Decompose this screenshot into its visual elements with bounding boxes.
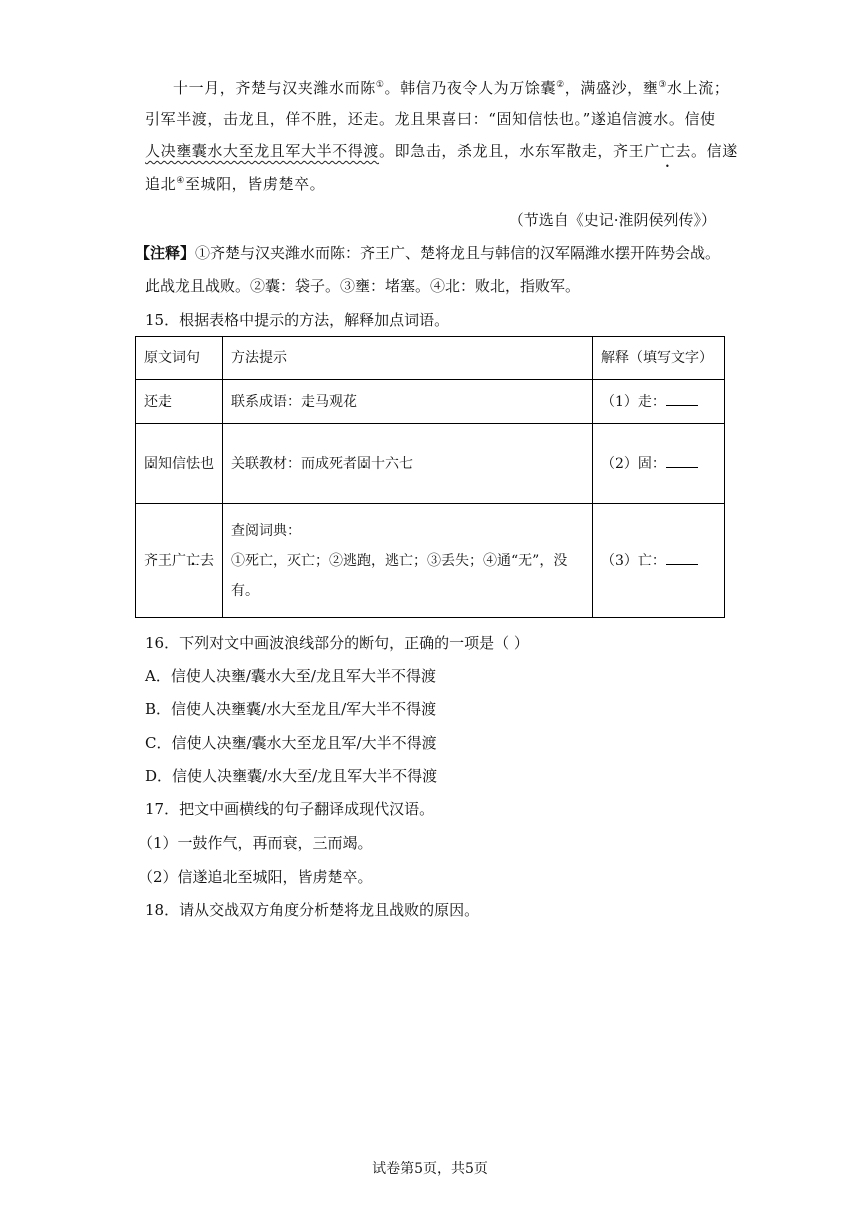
cell-original: 固知信怯也 xyxy=(136,424,223,504)
q17-item-2: （2）信遂追北至城阳，皆虏楚卒。 xyxy=(138,868,373,886)
q17-stem: 17．把文中画横线的句子翻译成现代汉语。 xyxy=(145,800,435,818)
q16-option-b[interactable]: B．信使人决壅囊/水大至龙且/军大半不得渡 xyxy=(145,700,437,718)
table-row xyxy=(136,504,725,618)
passage-line-2: 引军半渡，击龙且，佯不胜，还走。龙且果喜曰：“固知信怯也。”遂追信渡水。信使 xyxy=(145,110,716,128)
note-ref-4: ④ xyxy=(176,176,185,186)
q18-stem: 18．请从交战双方角度分析楚将龙且战败的原因。 xyxy=(145,901,480,919)
cell-method: 联系成语：走马观花 xyxy=(223,380,593,424)
answer-blank[interactable] xyxy=(666,550,698,565)
header-method: 方法提示 xyxy=(223,337,593,380)
cell-method: 查阅词典： ①死亡，灭亡；②逃跑，逃亡；③丢失；④通“无”，没有。 xyxy=(223,504,593,618)
dotted-word: 亡 xyxy=(659,142,676,160)
note-ref-1: ① xyxy=(375,80,385,90)
q16-option-d[interactable]: D．信使人决壅囊/水大至/龙且军大半不得渡 xyxy=(145,767,438,785)
cell-answer: （2）固： xyxy=(593,424,725,504)
page-footer: 试卷第5页，共5页 xyxy=(372,1161,488,1177)
cell-original: 齐王广亡去 xyxy=(136,504,223,618)
q16-option-c[interactable]: C．信使人决壅/囊水大至龙且军/大半不得渡 xyxy=(145,734,437,752)
note-ref-3: ③ xyxy=(658,80,668,90)
notes-line-2: 此战龙且战败。②囊：袋子。③壅：堵塞。④北：败北，指败军。 xyxy=(145,277,581,295)
cell-original: 还走 xyxy=(136,380,223,424)
passage-line-4: 追北④至城阳，皆虏楚卒。 xyxy=(145,175,326,193)
vocab-table xyxy=(135,336,725,618)
passage-source: （节选自《史记·淮阴侯列传》） xyxy=(508,211,716,229)
table-row xyxy=(136,424,725,504)
table-row xyxy=(136,380,725,424)
q15-stem: 15．根据表格中提示的方法，解释加点词语。 xyxy=(145,311,450,329)
q16-option-a[interactable]: A．信使人决壅/囊水大至/龙且军大半不得渡 xyxy=(145,667,436,685)
q17-item-1: （1）一鼓作气，再而衰，三而竭。 xyxy=(138,834,373,852)
passage-line-3: 人决壅囊水大至龙且军大半不得渡。即急击，杀龙且，水东军散走，齐王广亡去。信遂 xyxy=(145,142,738,160)
cell-answer: （3）亡： xyxy=(593,504,725,618)
header-answer: 解释（填写文字） xyxy=(593,337,725,380)
header-original: 原文词句 xyxy=(136,337,223,380)
notes-label: 【注释】 xyxy=(135,244,196,262)
notes-line-1: 【注释】①齐楚与汉夹潍水而陈：齐王广、楚将龙且与韩信的汉军隔潍水摆开阵势会战。 xyxy=(135,244,721,262)
note-ref-2: ② xyxy=(556,80,565,90)
table-header-row xyxy=(136,337,725,380)
passage-line-1: 十一月，齐楚与汉夹潍水而陈①。韩信乃夜令人为万馀囊②，满盛沙，壅③水上流； xyxy=(173,79,730,97)
cell-method: 关联教材：而成死者固十六七 xyxy=(223,424,593,504)
answer-blank[interactable] xyxy=(666,391,698,406)
q16-stem: 16．下列对文中画波浪线部分的断句，正确的一项是（ ） xyxy=(145,634,529,652)
answer-blank[interactable] xyxy=(666,453,698,468)
wavy-underlined-text: 人决壅囊水大至龙且军大半不得渡 xyxy=(145,142,380,160)
cell-answer: （1）走： xyxy=(593,380,725,424)
